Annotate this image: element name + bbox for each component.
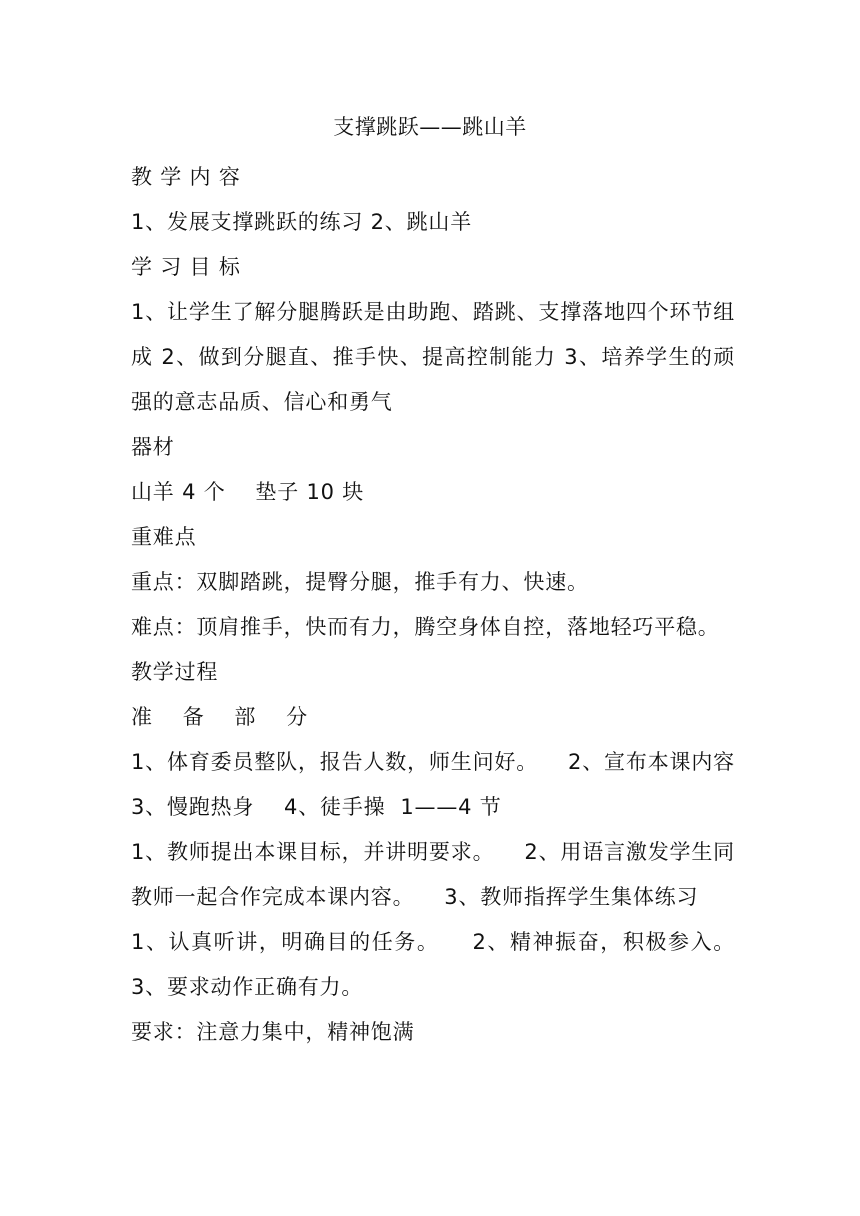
section-heading-objectives: 学 习 目 标	[131, 255, 241, 279]
section-heading-process: 教学过程	[131, 660, 219, 684]
student-paragraph: 1、认真听讲，明确目的任务。 2、精神振奋，积极参入。 3、要求动作正确有力。	[131, 930, 765, 999]
document-title: 支撑跳跃——跳山羊	[333, 115, 527, 139]
section-heading-equipment: 器材	[131, 435, 175, 459]
section-heading-content: 教 学 内 容	[131, 165, 241, 189]
difficulty-line: 难点：顶肩推手，快而有力，腾空身体自控，落地轻巧平稳。	[131, 615, 720, 639]
key-point-line: 重点：双脚踏跳，提臀分腿，推手有力、快速。	[131, 570, 589, 594]
content-line: 1、发展支撑跳跃的练习 2、跳山羊	[131, 210, 472, 234]
equipment-line: 山羊 4 个 垫子 10 块	[131, 480, 365, 504]
preparation-paragraph: 1、体育委员整队，报告人数，师生问好。 2、宣布本课内容 3、慢跑热身 4、徒手操 1——4 节	[131, 750, 765, 819]
objectives-paragraph: 1、让学生了解分腿腾跃是由助跑、踏跳、支撑落地四个环节组成 2、做到分腿直、推手快、提高控制能力 3、培养学生的顽强的意志品质、信心和勇气	[131, 300, 735, 414]
teacher-paragraph: 1、教师提出本课目标，并讲明要求。 2、用语言激发学生同教师一起合作完成本课内容。 3、教师指挥学生集体练习	[131, 840, 735, 909]
requirement-line: 要求：注意力集中，精神饱满	[131, 1020, 415, 1044]
section-heading-preparation: 准 备 部 分	[131, 705, 308, 729]
document-body	[131, 155, 765, 1055]
section-heading-key-points: 重难点	[131, 525, 197, 549]
